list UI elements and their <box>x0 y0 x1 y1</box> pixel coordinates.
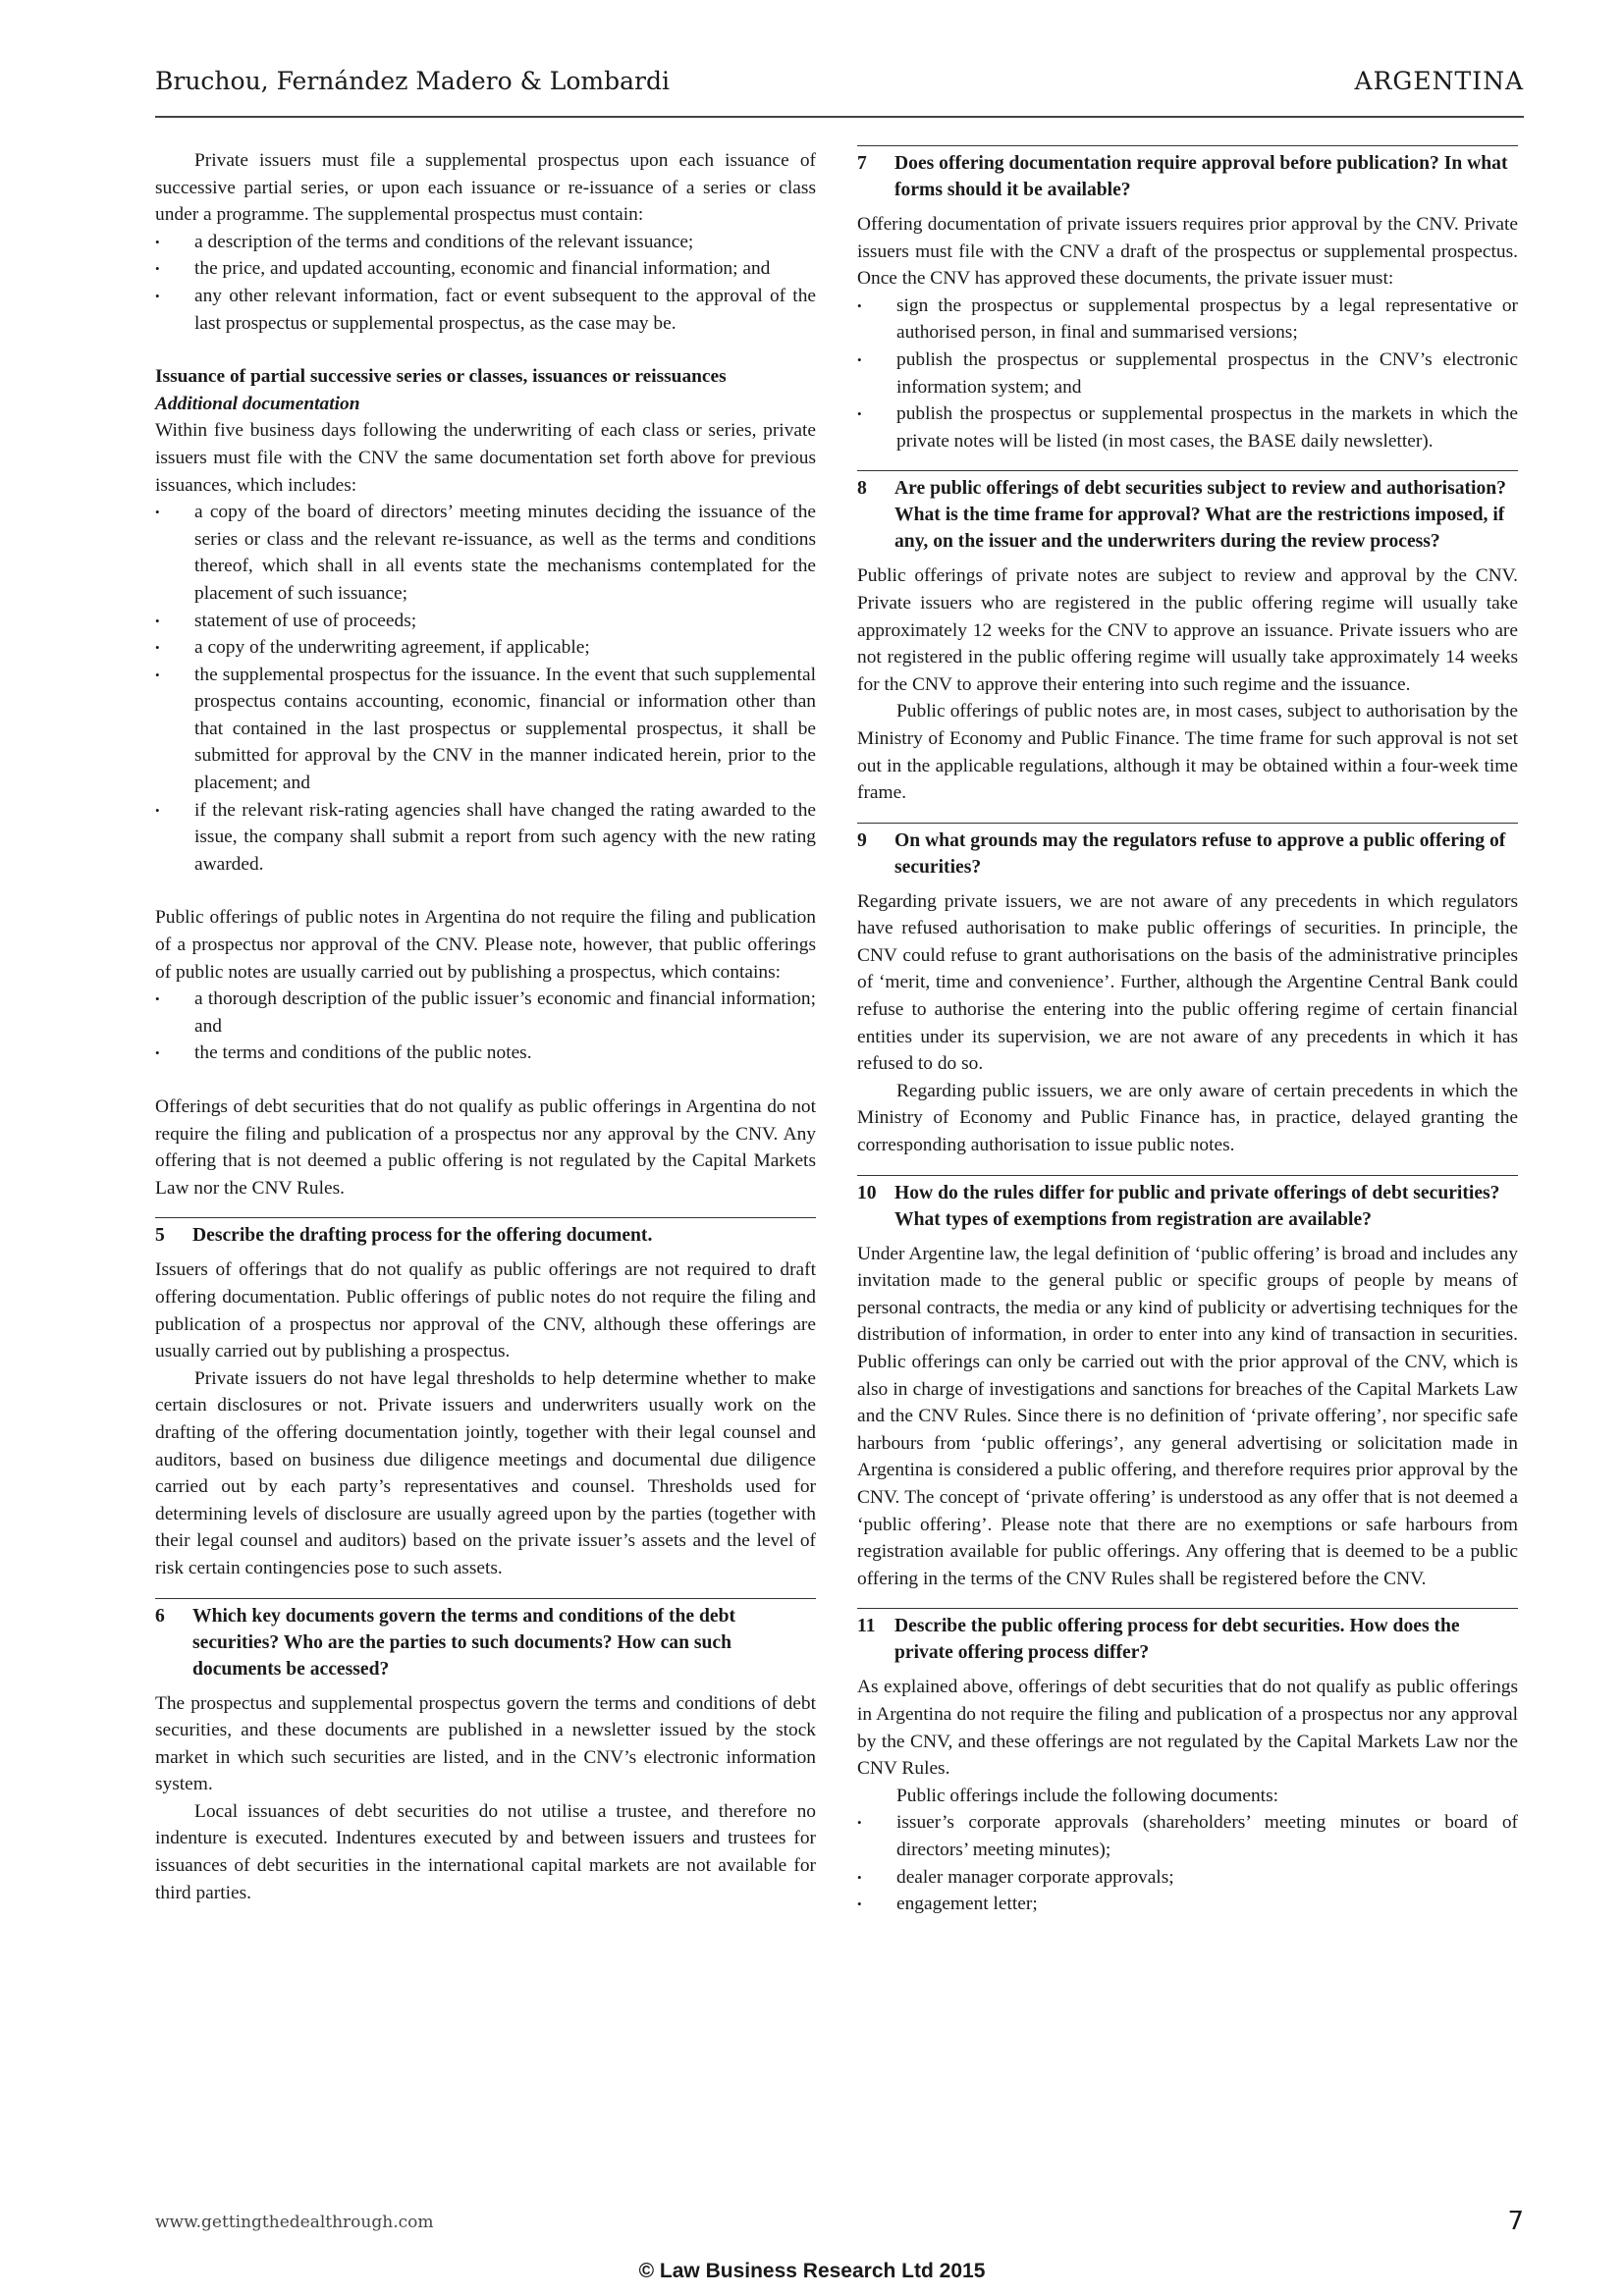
paragraph: Local issuances of debt securities do not utilise a trustee, and therefore no indenture is executed. Indentures executed by and between issuers and trustees for issuances of debt securities in the international capital markets are not available for third parties. <box>155 1800 816 1903</box>
bullet-item: • any other relevant information, fact or event subsequent to the approval of the last prospectus or supplemental prospectus, as the case may be. <box>155 283 816 337</box>
paragraph: Offerings of debt securities that do not qualify as public offerings in Argentina do not require the filing and publication of a prospectus nor any approval by the CNV. Any offering that is not deemed a public offering is not regulated by the Capital Markets Law nor the CNV Rules. <box>155 1096 816 1199</box>
bullet-item: • a description of the terms and conditions of the relevant issuance; <box>155 229 816 256</box>
question-heading-11 <box>857 1608 1518 1666</box>
paragraph: Offering documentation of private issuers requires prior approval by the CNV. Private issuers must file with the CNV a draft of the prospectus or supplemental prospectus. Once the CNV has approved these documents, the private issuer must: <box>857 214 1518 290</box>
paragraph: Within five business days following the underwriting of each class or series, private issuers must file with the CNV the same documentation set forth above for previous issuances, which includes: <box>155 420 816 496</box>
firm-name: Bruchou, Fernández Madero & Lombardi <box>155 67 670 95</box>
bullet-item: • the terms and conditions of the public notes. <box>155 1040 816 1067</box>
website-link[interactable]: www.gettingthedealthrough.com <box>155 2213 434 2232</box>
bullet-item: • a copy of the underwriting agreement, if applicable; <box>155 634 816 662</box>
question-text: Does offering documentation require approval before publication? In what forms should it be available? <box>894 153 1508 200</box>
bullet-item: • dealer manager corporate approvals; <box>857 1864 1518 1892</box>
question-text: Are public offerings of debt securities subject to review and authorisation? What is the time frame for approval? What are the restrictions imposed, if any, on the issuer and the underwriters during the review process? <box>894 478 1506 553</box>
bullet-list <box>857 293 1518 455</box>
bullet-item: • the supplemental prospectus for the issuance. In the event that such supplemental prospectus contains accounting, economic, financial or information other than that contained in the last prospectus or supplemental prospectus, it shall be submitted for approval by the CNV in the manner indicated herein, prior to the placement; and <box>155 662 816 797</box>
paragraph: Regarding public issuers, we are only aware of certain precedents in which the Ministry of Economy and Public Finance has, in practice, delayed granting the corresponding authorisation to issue public notes. <box>857 1080 1518 1156</box>
paragraph: Public offerings of public notes in Argentina do not require the filing and publication of a prospectus nor approval of the CNV. Please note, however, that public offerings of public notes are usually carried out by publishing a prospectus, which contains: <box>155 907 816 983</box>
page-header <box>155 67 1524 118</box>
question-number: 10 <box>857 1182 877 1203</box>
question-heading-9 <box>857 823 1518 881</box>
bullet-item: • sign the prospectus or supplemental prospectus by a legal representative or authorised person, in final and summarised versions; <box>857 293 1518 347</box>
paragraph: Under Argentine law, the legal definition of ‘public offering’ is broad and includes any invitation made to the general public or specific groups of people by means of personal contracts, the media or any kind of publicity or advertising techniques for the distribution of information, in order to enter into any kind of transaction in securities. Public offerings can only be carried out with the prior approval of the CNV, which is also in charge of investigations and sanctions for breaches of the Capital Markets Law and the CNV Rules. Since there is no definition of ‘private offering’, nor specific safe harbours from ‘public offerings’, any general advertising or solicitation made in Argentina is considered a public offering, and therefore requires prior approval by the CNV. The concept of ‘private offering’ is understood as any offer that is not deemed a ‘public offering’. Please note that there are no exemptions or safe harbours from registration available for public offerings. Any offering that is deemed to be a public offering in the terms of the CNV Rules shall be registered before the CNV. <box>857 1243 1518 1589</box>
bullet-item: • if the relevant risk-rating agencies shall have changed the rating awarded to the issue, the company shall submit a report from such agency with the new rating awarded. <box>155 797 816 879</box>
bullet-item: • a copy of the board of directors’ meeting minutes deciding the issuance of the series or class and the relevant re-issuance, as well as the terms and conditions thereof, which shall in all events state the mechanisms contemplated for the placement of such issuance; <box>155 499 816 607</box>
bullet-item: • statement of use of proceeds; <box>155 608 816 635</box>
paragraph: The prospectus and supplemental prospectus govern the terms and conditions of debt securities, and these documents are published in a newsletter issued by the stock market in which such securities are listed, and in the CNV’s electronic information system. <box>155 1692 816 1795</box>
left-column <box>155 147 816 1906</box>
question-number: 6 <box>155 1605 165 1627</box>
bullet-list <box>155 986 816 1067</box>
bullet-list <box>155 499 816 878</box>
right-column <box>857 145 1518 1918</box>
question-text: Which key documents govern the terms and conditions of the debt securities? Who are the parties to such documents? How can such documents be accessed? <box>192 1605 735 1680</box>
question-heading-6 <box>155 1598 816 1682</box>
question-number: 11 <box>857 1616 876 1637</box>
bullet-list <box>155 229 816 337</box>
paragraph: Regarding private issuers, we are not aware of any precedents in which regulators have refused authorisation to make public offerings of securities. In principle, the CNV could refuse to grant authorisations on the basis of the administrative principles of ‘merit, time and convenience’. Further, although the Argentine Central Bank could refuse to authorise the entering into the public offering regime of certain financial entities under its supervision, we are not aware of any precedents in which it has refused to do so. <box>857 890 1518 1075</box>
jurisdiction-label: ARGENTINA <box>1354 67 1524 95</box>
paragraph: Public offerings of private notes are subject to review and approval by the CNV. Private issuers who are registered in the public offering regime will usually take approximately 12 weeks for the CNV to approve an issuance. Private issuers who are not registered in the public offering regime will usually take approximately 14 weeks for the CNV to approve their entering into such regime and the issuance. <box>857 565 1518 695</box>
question-number: 9 <box>857 829 867 851</box>
paragraph: Public offerings of public notes are, in most cases, subject to authorisation by the Ministry of Economy and Public Finance. The time frame for such approval is not set out in the applicable regulations, although it may be obtained within a four-week time frame. <box>857 701 1518 804</box>
question-heading-5 <box>155 1217 816 1249</box>
bullet-item: • the price, and updated accounting, economic and financial information; and <box>155 255 816 283</box>
question-text: Describe the drafting process for the offering document. <box>192 1225 653 1247</box>
section-subheading-italic: Additional documentation <box>155 393 360 414</box>
paragraph: Issuers of offerings that do not qualify as public offerings are not required to draft offering documentation. Public offerings of public notes do not require the filing and publication of a prospectus nor approval of the CNV, although these offerings are usually carried out by publishing a prospectus. <box>155 1259 816 1362</box>
question-heading-7 <box>857 145 1518 203</box>
question-text: How do the rules differ for public and private offerings of debt securities? What types of exemptions from registration are available? <box>894 1182 1500 1230</box>
question-text: Describe the public offering process for debt securities. How does the private offering process differ? <box>894 1616 1460 1664</box>
paragraph: Public offerings include the following documents: <box>896 1785 1279 1806</box>
question-number: 8 <box>857 478 867 500</box>
page-number: 7 <box>1507 2207 1524 2236</box>
bullet-list <box>857 1809 1518 1917</box>
bullet-item: • publish the prospectus or supplemental prospectus in the markets in which the private notes will be listed (in most cases, the BASE daily newsletter). <box>857 400 1518 454</box>
copyright-notice: © Law Business Research Ltd 2015 <box>638 2260 986 2282</box>
bullet-item: • issuer’s corporate approvals (shareholders’ meeting minutes or board of directors’ meeting minutes); <box>857 1809 1518 1863</box>
question-text: On what grounds may the regulators refuse to approve a public offering of securities? <box>894 829 1506 878</box>
paragraph: Private issuers must file a supplemental prospectus upon each issuance of successive partial series, or upon each issuance or re-issuance of a series or class under a programme. The supplemental prospectus must contain: <box>155 150 816 226</box>
question-heading-8 <box>857 470 1518 555</box>
bullet-item: • engagement letter; <box>857 1891 1518 1918</box>
question-heading-10 <box>857 1175 1518 1233</box>
paragraph: As explained above, offerings of debt securities that do not qualify as public offerings in Argentina do not require the filing and publication of a prospectus nor any approval by the CNV, and these offerings are not regulated by the Capital Markets Law nor the CNV Rules. <box>857 1677 1518 1780</box>
bullet-item: • a thorough description of the public issuer’s economic and financial information; and <box>155 986 816 1040</box>
paragraph: Private issuers do not have legal thresholds to help determine whether to make certain disclosures or not. Private issuers and underwriters usually work on the drafting of the offering documentation jointly, together with their legal counsel and auditors, based on business due diligence meetings and documental due diligence carried out by each party’s representatives and counsel. Thresholds used for determining levels of disclosure are usually agreed upon by the parties (together with their legal counsel and auditors) based on the private issuer’s assets and the level of risk certain contingencies pose to such assets. <box>155 1367 816 1578</box>
section-subheading: Issuance of partial successive series or classes, issuances or reissuances <box>155 366 727 388</box>
question-number: 5 <box>155 1225 165 1247</box>
bullet-item: • publish the prospectus or supplemental prospectus in the CNV’s electronic information system; and <box>857 347 1518 400</box>
question-number: 7 <box>857 153 867 174</box>
